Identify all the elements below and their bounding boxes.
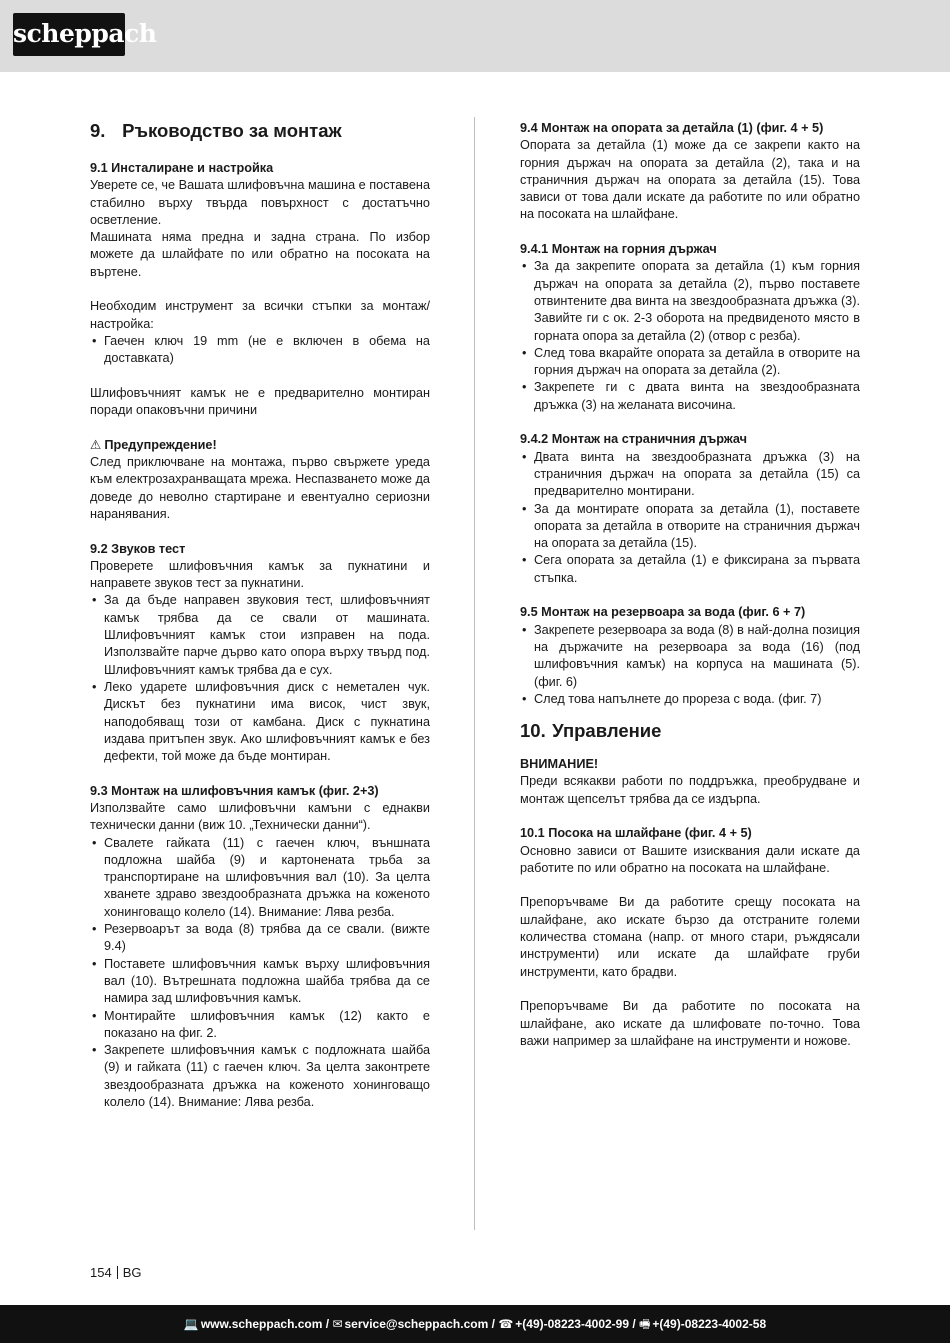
email-link[interactable]: service@scheppach.com	[344, 1317, 489, 1331]
fax-icon: 🖷	[639, 1317, 651, 1331]
list-item: • Поставете шлифовъчния камък върху шлифовъчния вал (10). Вътрешната подложна шайба трябва да се намира зад шлифовъчния камък.	[90, 956, 430, 1008]
left-column	[90, 120, 430, 1111]
list-item: • Свалете гайката (11) с гаечен ключ, външната подложна шайба (9) и картонената трьба за транспортиране на шлифовъчния вал (10). За целта хванете здраво звездообразната дръжка на коженото хонинговащо колело (14). Внимание: Лява резба.	[90, 835, 430, 921]
page-separator	[117, 1266, 118, 1279]
section-number: 9.	[90, 120, 106, 141]
contact-separator: /	[325, 1317, 330, 1331]
list-item: • За да монтирате опората за детайла (1), поставете опората за детайла в отворите на страничния държач на опората за детайла (15).	[520, 501, 860, 553]
list-item: • Закрепете резервоара за вода (8) в най-долна позиция на държачите на резервоара за вода (16) (под шлифовъчния камък) на корпуса на машината (5). (фиг. 6)	[520, 622, 860, 691]
bullet-list	[90, 592, 430, 765]
list-item: • Монтирайте шлифовъчния камък (12) както е показано на фиг. 2.	[90, 1008, 430, 1043]
warning-label: Предупреждение!	[104, 437, 217, 452]
list-item: • За да закрепите опората за детайла (1) към горния държач на опората за детайла (2), първо поставете отвинтените два винта на звездообразната дръжка (3). Завийте ги с ок. 2-3 оборота на предвиденото място в горната опора за детайла (2) (отвор с резба).	[520, 258, 860, 344]
list-item: • Закрепете шлифовъчния камък с подложната шайба (9) и гайката (11) с гаечен ключ. За целта законтрете звездообразната дръжка на коженото хонинговащо колело (14). Внимание: Лява резба.	[90, 1042, 430, 1111]
list-item: • Леко ударете шлифовъчния диск с неметален чук. Дискът без пукнатини има висок, чист звук, наподобяващ този от камбана. Диск с пукнатина издава притъпен звук. Ако шлифовъчният камък е без дефекти, той може да бъде монтиран.	[90, 679, 430, 765]
bullet-list	[90, 333, 430, 368]
list-item: • Двата винта на звездообразната дръжка (3) на страничния държач на опората за детайла (15) са предварително монтирани.	[520, 449, 860, 501]
section-10-title	[520, 720, 860, 742]
column-divider	[474, 117, 475, 1230]
scheppach-logo: scheppach	[13, 13, 125, 56]
section-9-4-1-title: 9.4.1 Монтаж на горния държач	[520, 242, 717, 257]
section-9-3-title: 9.3 Монтаж на шлифовъчния камък (фиг. 2+3)	[90, 783, 379, 798]
website-link[interactable]: www.scheppach.com	[200, 1317, 323, 1331]
paragraph: Проверете шлифовъчния камък за пукнатини и направете звуков тест за пукнатини.	[90, 558, 430, 591]
paragraph: Преди всякакви работи по поддръжка, преобрудване и монтаж щепселът трябва да се издърпа.	[520, 774, 860, 806]
attention-label: ВНИМАНИЕ!	[520, 757, 599, 772]
list-item: • Сега опората за детайла (1) е фиксирана за първата стъпка.	[520, 552, 860, 587]
contact-separator: /	[491, 1317, 495, 1331]
warning-icon: ⚠	[90, 437, 102, 452]
warning-text: След приключване на монтажа, първо свържете уреда към електрозахранващата мрежа. Неспазването може да доведе до неволно стартиране и евентуално сериозни наранявания.	[90, 455, 430, 521]
mail-icon: ✉	[332, 1317, 343, 1331]
paragraph: Необходим инструмент за всички стъпки за монтаж/настройка:	[90, 299, 430, 331]
paragraph: Основно зависи от Вашите изисквания дали искате да работите по или обратно на посоката на шлайфане.	[520, 843, 860, 875]
section-9-4-title: 9.4 Монтаж на опората за детайла (1) (фиг. 4 + 5)	[520, 121, 824, 135]
paragraph: Използвайте само шлифовъчни камъни с еднакви технически данни (виж 10. „Технически данни“).	[90, 800, 430, 833]
paragraph: Машината няма предна и задна страна. По избор можете да шлайфате по или обратно на посоката на въртене.	[90, 230, 430, 279]
paragraph: Шлифовъчният камък не е предварително монтиран поради опаковъчни причини	[90, 385, 430, 418]
paragraph: Уверете се, че Вашата шлифовъчна машина е поставена стабилно върху твърда повърхност с достатъчно осветление.	[90, 178, 430, 227]
list-item: • След това вкарайте опората за детайла в отворите на горния държач на опората за детайла (2).	[520, 345, 860, 380]
list-item: • Закрепете ги с двата винта на звездообразната дръжка (3) на желаната височина.	[520, 379, 860, 414]
list-item: • Резервоарът за вода (8) трябва да се свали. (вижте 9.4)	[90, 921, 430, 956]
list-item: • След това напълнете до прореза с вода. (фиг. 7)	[520, 691, 860, 708]
page-footer	[90, 1264, 142, 1282]
section-9-5-title: 9.5 Монтаж на резервоара за вода (фиг. 6 + 7)	[520, 605, 806, 620]
list-item: • Гаечен ключ 19 mm (не е включен в обема на доставката)	[90, 333, 430, 368]
paragraph: Опората за детайла (1) може да се закрепи както на горния държач на опората за детайла (2), така и на страничния държач на опората за детайла (15). Това зависи от това дали искате да работите по или обратно на посоката на шлайфане.	[520, 138, 860, 222]
section-number: 10.	[520, 720, 546, 742]
bullet-list	[520, 258, 860, 414]
contact-bar	[0, 1305, 950, 1343]
section-title-text: Ръководство за монтаж	[122, 120, 342, 141]
language-code: BG	[122, 1265, 142, 1280]
paragraph: Препоръчваме Ви да работите по посоката на шлайфане, ако искате да шлифовате по-точно. Това важи например за шлайфане на инструменти и ножове.	[520, 999, 860, 1048]
paragraph: Препоръчваме Ви да работите срещу посоката на шлайфане, ако искате бързо да отстраните големи количества стомана (напр. от много стари, ръждясали инструменти) или искате да шлайфате груби инструменти, като брадви.	[520, 895, 860, 979]
bullet-list	[90, 835, 430, 1112]
bullet-list	[520, 622, 860, 708]
bullet-list	[520, 449, 860, 587]
section-9-4-2-title: 9.4.2 Монтаж на страничния държач	[520, 432, 748, 447]
phone-number: +(49)-08223-4002-99	[515, 1317, 630, 1331]
page-number: 154	[90, 1265, 112, 1280]
phone-icon: ☎	[498, 1317, 514, 1331]
computer-icon: 💻	[183, 1317, 199, 1331]
section-10-1-title: 10.1 Посока на шлайфане (фиг. 4 + 5)	[520, 826, 752, 841]
section-title-text: Управление	[552, 720, 662, 742]
contact-separator: /	[632, 1317, 636, 1331]
right-column	[520, 120, 860, 1050]
section-9-title	[90, 120, 430, 142]
header-bar	[0, 0, 950, 72]
list-item: • За да бъде направен звуковия тест, шлифовъчният камък трябва да се свали от машината. Шлифовъчният камък стои изправен на пода. Използвайте парче дърво като опора върху твърд под. Шлифовъчният камък трябва да е сух.	[90, 592, 430, 678]
section-9-1-title: 9.1 Инсталиране и настройка	[90, 161, 274, 175]
warning-title	[90, 437, 430, 454]
section-9-2-title: 9.2 Звуков тест	[90, 541, 186, 556]
fax-number: +(49)-08223-4002-58	[652, 1317, 767, 1331]
